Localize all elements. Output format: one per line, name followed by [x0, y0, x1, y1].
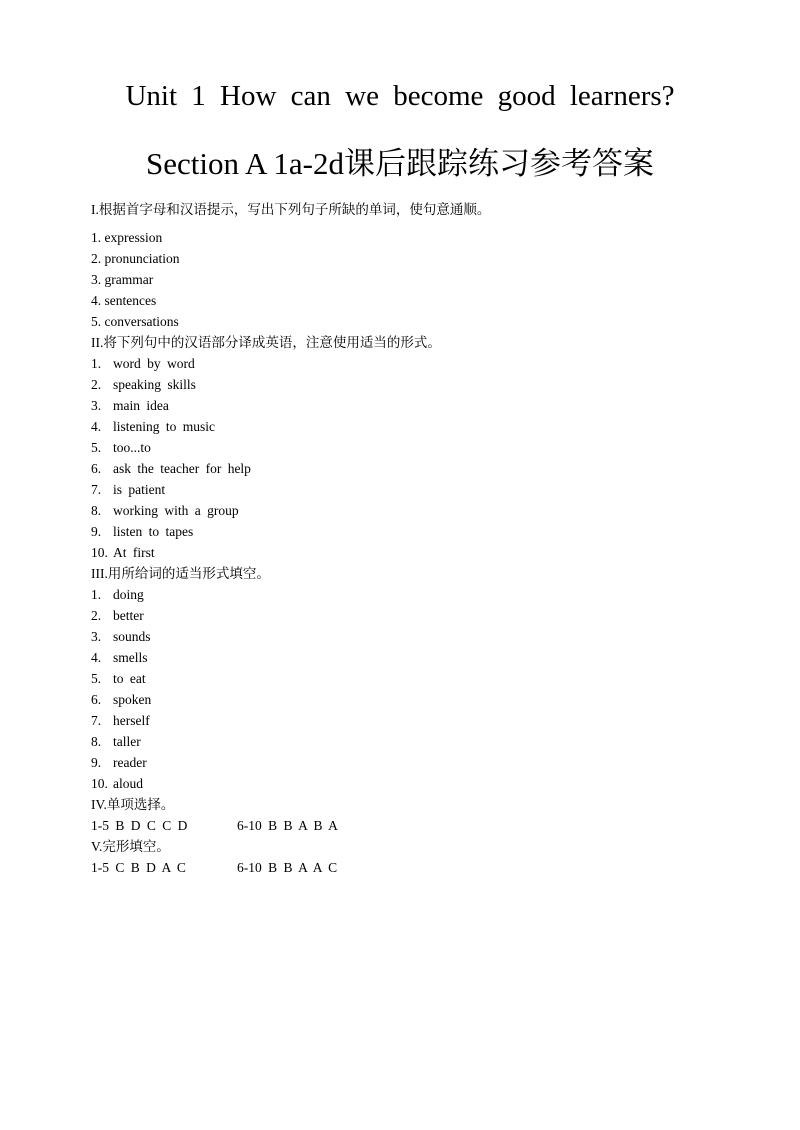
section-5-answers [91, 857, 771, 878]
answers-6-10: 6-10 B B A A C [237, 860, 338, 875]
section-3-item [91, 710, 771, 731]
page-title: Unit 1 How can we become good learners? [125, 80, 675, 112]
section-2-item [91, 395, 771, 416]
answers-1-5: 1-5 C B D A C [91, 860, 186, 875]
section-1-item: 3. grammar [91, 272, 154, 287]
item-answer: herself [113, 713, 150, 728]
item-number: 8. [91, 503, 102, 518]
item-answer: sounds [113, 629, 151, 644]
section-1-item: 4. sentences [91, 293, 157, 308]
item-answer: too...to [113, 440, 151, 455]
section-2-heading: II.将下列句中的汉语部分译成英语，注意使用适当的形式。 [91, 335, 441, 350]
section-3-item [91, 647, 771, 668]
section-2-item [91, 374, 771, 395]
item-answer: better [113, 608, 144, 623]
section-2-item [91, 458, 771, 479]
item-number: 10. [91, 545, 108, 560]
item-number: 6. [91, 692, 102, 707]
answer-content [91, 199, 771, 878]
item-number: 4. [91, 650, 102, 665]
section-2-item [91, 416, 771, 437]
item-number: 4. [91, 419, 102, 434]
section-3-item [91, 668, 771, 689]
item-number: 10. [91, 776, 108, 791]
item-answer: At first [113, 545, 155, 560]
item-number: 6. [91, 461, 102, 476]
item-number: 1. [91, 587, 102, 602]
item-number: 3. [91, 629, 102, 644]
section-2-item [91, 353, 771, 374]
section-3-item [91, 689, 771, 710]
section-2-item [91, 521, 771, 542]
section-1-heading: I.根据首字母和汉语提示，写出下列句子所缺的单词，使句意通顺。 [91, 202, 491, 217]
section-3-item [91, 752, 771, 773]
section-1-item: 5. conversations [91, 314, 179, 329]
section-3-item [91, 773, 771, 794]
section-4-heading: IV.单项选择。 [91, 797, 175, 812]
section-4-answers [91, 815, 771, 836]
section-3-heading: III.用所给词的适当形式填空。 [91, 566, 270, 581]
item-number: 2. [91, 608, 102, 623]
item-number: 7. [91, 713, 102, 728]
section-2-item [91, 542, 771, 563]
item-answer: speaking skills [113, 377, 196, 392]
page-subtitle: Section A 1a-2d课后跟踪练习参考答案 [145, 146, 655, 181]
item-number: 5. [91, 440, 102, 455]
section-2-item [91, 479, 771, 500]
section-2-item [91, 437, 771, 458]
item-answer: word by word [113, 356, 195, 371]
section-2-item [91, 500, 771, 521]
item-answer: spoken [113, 692, 152, 707]
item-number: 8. [91, 734, 102, 749]
section-1-item: 1. expression [91, 230, 163, 245]
item-number: 7. [91, 482, 102, 497]
item-answer: smells [113, 650, 148, 665]
answers-1-5: 1-5 B D C C D [91, 818, 188, 833]
item-number: 3. [91, 398, 102, 413]
item-answer: taller [113, 734, 141, 749]
item-number: 2. [91, 377, 102, 392]
item-number: 5. [91, 671, 102, 686]
item-answer: to eat [113, 671, 146, 686]
item-answer: aloud [113, 776, 143, 791]
item-answer: is patient [113, 482, 166, 497]
item-answer: main idea [113, 398, 169, 413]
section-1-item: 2. pronunciation [91, 251, 180, 266]
item-answer: working with a group [113, 503, 239, 518]
item-answer: doing [113, 587, 144, 602]
item-answer: listen to tapes [113, 524, 194, 539]
answers-6-10: 6-10 B B A B A [237, 818, 338, 833]
item-answer: ask the teacher for help [113, 461, 251, 476]
section-3-item [91, 731, 771, 752]
section-5-heading: V.完形填空。 [91, 839, 170, 854]
section-3-item [91, 626, 771, 647]
item-number: 1. [91, 356, 102, 371]
section-3-item [91, 584, 771, 605]
item-answer: reader [113, 755, 147, 770]
item-number: 9. [91, 524, 102, 539]
item-number: 9. [91, 755, 102, 770]
section-3-item [91, 605, 771, 626]
item-answer: listening to music [113, 419, 215, 434]
